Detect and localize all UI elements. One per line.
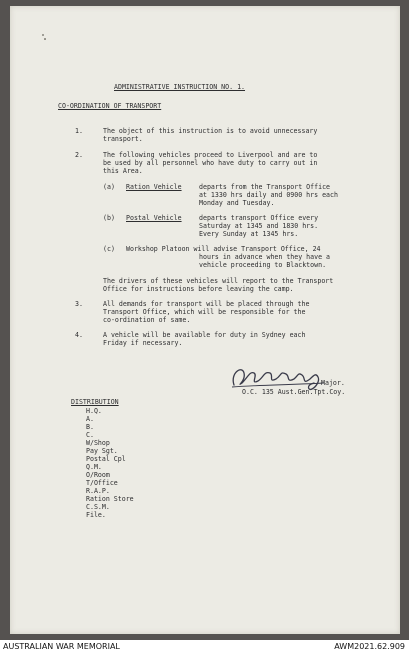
- paper-speck: [44, 38, 46, 40]
- item2-line: be used by all personnel who have duty to carry out in: [103, 159, 318, 167]
- distribution-item: W/Shop: [86, 439, 110, 447]
- sub-c-line: Workshop Platoon will advise Transport Office, 24: [126, 245, 321, 253]
- distribution-item: T/Office: [86, 479, 118, 487]
- sub-c-line: hours in advance when they have a: [199, 253, 331, 261]
- item1-line: transport.: [103, 135, 143, 143]
- postal-vehicle-label: Postal Vehicle: [126, 214, 182, 222]
- sub-label: (c): [103, 245, 115, 253]
- drivers-line: The drivers of these vehicles will report to the Transport: [103, 277, 334, 285]
- item-number: 2.: [75, 151, 83, 159]
- ration-vehicle-label: Ration Vehicle: [126, 183, 182, 191]
- footer-institution: AUSTRALIAN WAR MEMORIAL: [3, 642, 120, 651]
- distribution-item: R.A.P.: [86, 487, 110, 495]
- distribution-heading: DISTRIBUTION: [71, 398, 119, 406]
- sign-unit: O.C. 135 Aust.Gen.Tpt.Coy.: [242, 388, 346, 396]
- item3-line: Transport Office, which will be responsible for the: [103, 308, 306, 316]
- sub-b-line: departs transport Office every: [199, 214, 319, 222]
- item3-line: co-ordination of same.: [103, 316, 191, 324]
- item1-line: The object of this instruction is to avoid unnecessary: [103, 127, 318, 135]
- distribution-item: File.: [86, 511, 106, 519]
- item2-line: The following vehicles proceed to Liverpool and are to: [103, 151, 318, 159]
- distribution-item: C.: [86, 431, 94, 439]
- sub-a-line: at 1330 hrs daily and 0900 hrs each: [199, 191, 338, 199]
- footer-accession-number: AWM2021.62.909: [334, 642, 405, 651]
- document-title: ADMINISTRATIVE INSTRUCTION NO. 1.: [114, 83, 246, 91]
- sub-a-line: Monday and Tuesday.: [199, 199, 275, 207]
- sub-a-line: departs from the Transport Office: [199, 183, 331, 191]
- sub-b-line: Every Sunday at 1345 hrs.: [199, 230, 299, 238]
- sign-rank: Major.: [321, 379, 345, 387]
- distribution-item: Pay Sgt.: [86, 447, 118, 455]
- paper-speck: [42, 34, 44, 36]
- distribution-item: H.Q.: [86, 407, 102, 415]
- item3-line: All demands for transport will be placed through the: [103, 300, 310, 308]
- sub-c-line: vehicle proceeding to Blacktown.: [199, 261, 327, 269]
- item4-line: A vehicle will be available for duty in Sydney each: [103, 331, 306, 339]
- distribution-item: Postal Cpl: [86, 455, 126, 463]
- sub-b-line: Saturday at 1345 and 1830 hrs.: [199, 222, 319, 230]
- distribution-item: Ration Store: [86, 495, 134, 503]
- item-number: 1.: [75, 127, 83, 135]
- footer-bar: [0, 640, 409, 653]
- distribution-item: C.S.M.: [86, 503, 110, 511]
- section-heading: CO-ORDINATION OF TRANSPORT: [58, 102, 162, 110]
- item-number: 3.: [75, 300, 83, 308]
- sub-label: (a): [103, 183, 115, 191]
- item2-line: this Area.: [103, 167, 143, 175]
- document-page: [10, 6, 400, 634]
- sub-label: (b): [103, 214, 115, 222]
- distribution-item: O/Room: [86, 471, 110, 479]
- item-number: 4.: [75, 331, 83, 339]
- distribution-item: B.: [86, 423, 94, 431]
- distribution-item: A.: [86, 415, 94, 423]
- item4-line: Friday if necessary.: [103, 339, 183, 347]
- drivers-line: Office for instructions before leaving the camp.: [103, 285, 294, 293]
- distribution-item: Q.M.: [86, 463, 102, 471]
